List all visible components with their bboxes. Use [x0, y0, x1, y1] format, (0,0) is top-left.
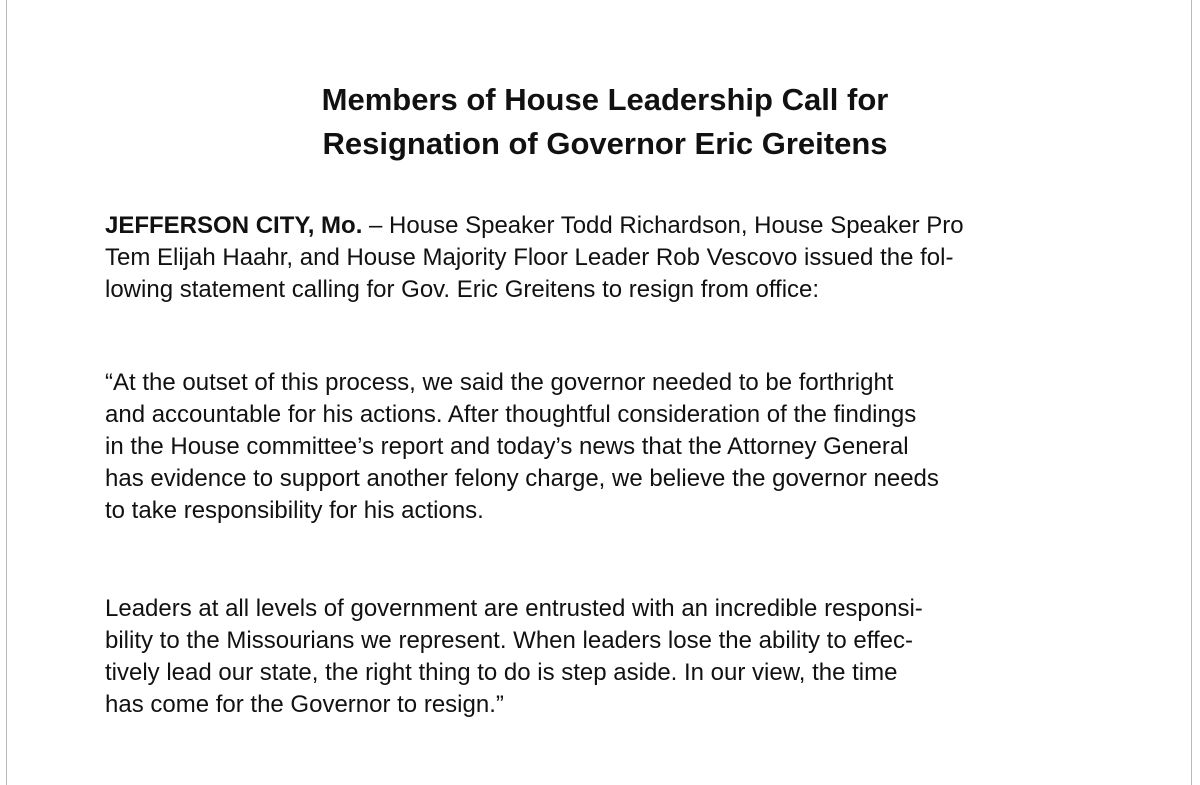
quote-1-line: has evidence to support another felony charge, we believe the governor needs [105, 465, 939, 492]
intro-line-3: lowing statement calling for Gov. Eric Greitens to resign from office: [105, 276, 820, 303]
dateline: JEFFERSON CITY, Mo. [105, 212, 363, 239]
quote-2-line: Leaders at all levels of government are entrusted with an incredible responsi- [105, 595, 923, 622]
quote-2-line: has come for the Governor to resign.” [105, 691, 504, 718]
quote-2-line: bility to the Missourians we represent. When leaders lose the ability to effec- [105, 627, 913, 654]
intro-line-1 [105, 210, 1145, 242]
quote-2-line: tively lead our state, the right thing to do is step aside. In our view, the time [105, 659, 898, 686]
quote-1-line: in the House committee’s report and today’s news that the Attorney General [105, 433, 909, 460]
headline-line-1: Members of House Leadership Call for [321, 82, 889, 117]
quote-paragraph-1 [105, 367, 1145, 527]
intro-line-2: Tem Elijah Haahr, and House Majority Floor Leader Rob Vescovo issued the fol- [105, 244, 954, 271]
quote-1-line: to take responsibility for his actions. [105, 497, 484, 524]
quote-paragraph-2 [105, 593, 1145, 721]
intro-paragraph [105, 210, 1145, 306]
intro-line-1-text: – House Speaker Todd Richardson, House Speaker Pro [362, 212, 964, 239]
quote-1-line: and accountable for his actions. After thoughtful consideration of the findings [105, 401, 917, 428]
headline-line-2: Resignation of Governor Eric Greitens [322, 126, 888, 161]
quote-1-line: “At the outset of this process, we said the governor needed to be forthright [105, 369, 894, 396]
headline [0, 78, 1200, 166]
